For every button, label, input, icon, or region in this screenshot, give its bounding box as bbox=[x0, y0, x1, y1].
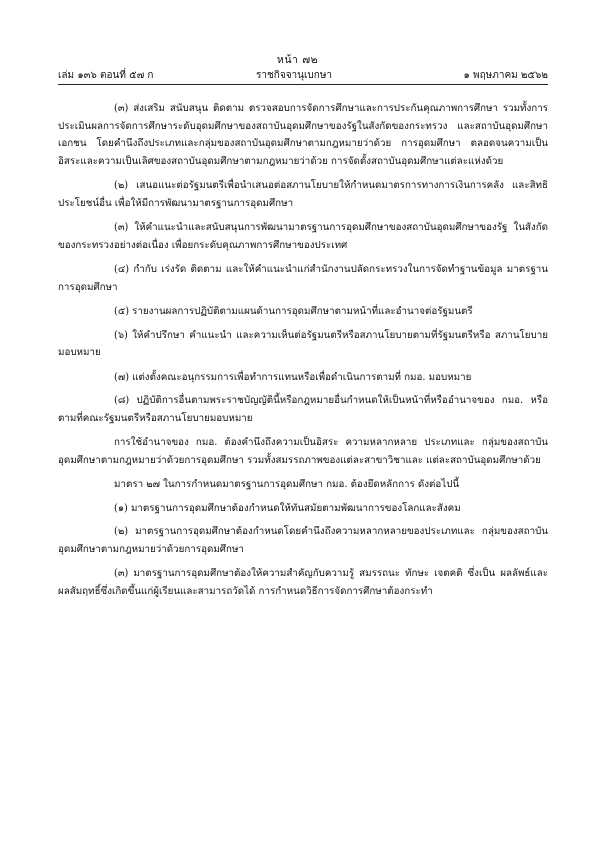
paragraph: (๑) มาตรฐานการอุดมศึกษาต้องกำหนดให้ทันสมัยตามพัฒนาการของโลกและสังคม bbox=[114, 502, 461, 514]
paragraph: (๓) มาตรฐานการอุดมศึกษาต้องให้ความสำคัญกับความรู้ สมรรถนะ ทักษะ เจตคติ ซึ่งเป็น ผลลัพธ์และผลสัมฤทธิ์ซึ่งเกิดขึ้นแก่ผู้เรียนและสามารถวัดได้ การกำหนดวิธีการจัดการศึกษาต้องกระทำ bbox=[58, 568, 548, 597]
body-text bbox=[58, 100, 548, 607]
section-heading: มาตรา ๒๗ ในการกำหนดมาตรฐานการอุดมศึกษา กมอ. ต้องยึดหลักการ ดังต่อไปนี้ bbox=[114, 479, 460, 490]
paragraph: (๒) มาตรฐานการอุดมศึกษาต้องกำหนดโดยคำนึงถึงความหลากหลายของประเภทและ กลุ่มของสถาบันอุดมศึกษาตามกฎหมายว่าด้วยการอุดมศึกษา bbox=[58, 526, 548, 555]
gazette-header bbox=[58, 68, 548, 82]
page-number: หน้า ๗๒ bbox=[276, 54, 319, 66]
paragraph: การใช้อำนาจของ กมอ. ต้องคำนึงถึงความเป็นอิสระ ความหลากหลาย ประเภทและ กลุ่มของสถาบันอุดมศึกษาตามกฎหมายว่าด้วยการอุดมศึกษา รวมทั้งสมรรถภาพของแต่ละสาขาวิชาและ แต่ละสถาบันอุดมศึกษาด้วย bbox=[58, 437, 548, 466]
paragraph: (๓) ให้คำแนะนำและสนับสนุนการพัฒนามาตรฐานการอุดมศึกษาของสถาบันอุดมศึกษาของรัฐ ในสังกัดของกระทรวงอย่างต่อเนื่อง เพื่อยกระดับคุณภาพการศึกษาของประเทศ bbox=[58, 222, 548, 251]
paragraph: (๔) กำกับ เร่งรัด ติดตาม และให้คำแนะนำแก่สำนักงานปลัดกระทรวงในการจัดทำฐานข้อมูล มาตรฐานการอุดมศึกษา bbox=[58, 264, 548, 293]
header-rule bbox=[58, 84, 548, 85]
gazette-title: ราชกิจจานุเบกษา bbox=[256, 70, 333, 81]
volume-issue: เล่ม ๑๓๖ ตอนที่ ๕๗ ก bbox=[58, 70, 154, 81]
paragraph: (๘) ปฏิบัติการอื่นตามพระราชบัญญัตินี้หรือกฎหมายอื่นกำหนดให้เป็นหน้าที่หรืออำนาจของ กมอ. หรือตามที่คณะรัฐมนตรีหรือสภานโยบายมอบหมาย bbox=[58, 395, 548, 424]
paragraph: (๗) แต่งตั้งคณะอนุกรรมการเพื่อทำการแทนหรือเพื่อดำเนินการตามที่ กมอ. มอบหมาย bbox=[114, 371, 472, 383]
paragraph: (๓) ส่งเสริม สนับสนุน ติดตาม ตรวจสอบการจัดการศึกษาและการประกันคุณภาพการศึกษา รวมทั้งการประเมินผลการจัดการศึกษาระดับอุดมศึกษาของสถาบันอุดมศึกษาของรัฐในสังกัดของกระทรวง และสถาบันอุดมศึกษาเอกชน โดยคำนึงถึงประเภทและกลุ่มของสถาบันอุดมศึกษาตามกฎหมายว่าด้วย การอุดมศึกษา ตลอดจนความเป็นอิสระและความเป็นเลิศของสถาบันอุดมศึกษาตามกฎหมายว่าด้วย การจัดตั้งสถาบันอุดมศึกษาแต่ละแห่งด้วย bbox=[58, 103, 548, 167]
paragraph: (๕) รายงานผลการปฏิบัติตามแผนด้านการอุดมศึกษาตามหน้าที่และอำนาจต่อรัฐมนตรี bbox=[114, 306, 473, 317]
paragraph: (๒) เสนอแนะต่อรัฐมนตรีเพื่อนำเสนอต่อสภานโยบายให้กำหนดมาตรการทางการเงินการคลัง และสิทธิประโยชน์อื่น เพื่อให้มีการพัฒนามาตรฐานการอุดมศึกษา bbox=[58, 180, 548, 209]
paragraph: (๖) ให้คำปรึกษา คำแนะนำ และความเห็นต่อรัฐมนตรีหรือสภานโยบายตามที่รัฐมนตรีหรือ สภานโยบายมอบหมาย bbox=[58, 329, 548, 358]
publication-date: ๑ พฤษภาคม ๒๕๖๒ bbox=[463, 70, 548, 81]
